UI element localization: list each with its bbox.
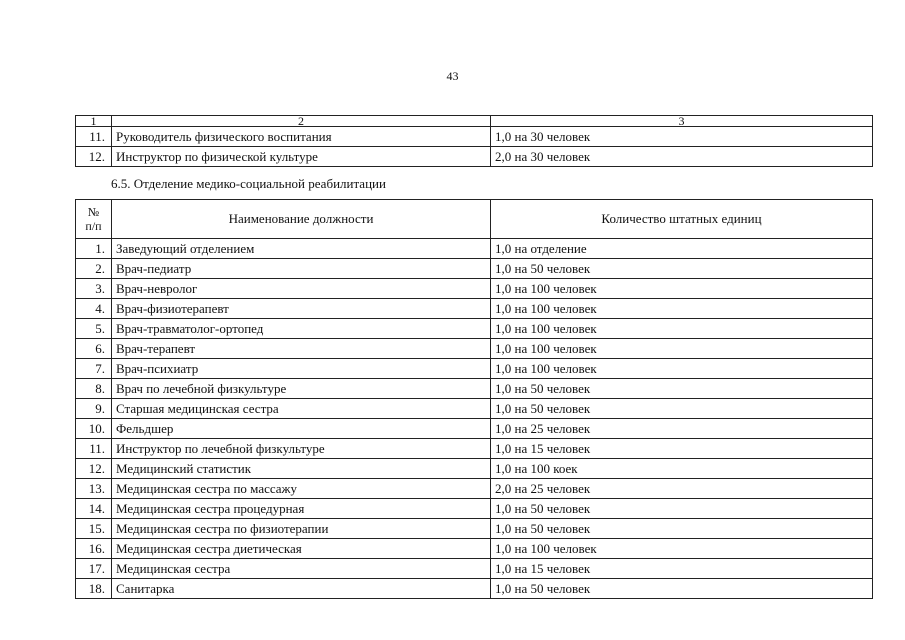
- staff-units: 1,0 на 30 человек: [491, 127, 873, 147]
- staff-units: 1,0 на отделение: [491, 239, 873, 259]
- position-name: Врач по лечебной физкультуре: [112, 379, 491, 399]
- row-number: 15.: [76, 519, 112, 539]
- header-number-abbr: п/п: [85, 219, 102, 233]
- position-name: Руководитель физического воспитания: [112, 127, 491, 147]
- position-name: Врач-терапевт: [112, 339, 491, 359]
- row-number: 6.: [76, 339, 112, 359]
- position-name: Заведующий отделением: [112, 239, 491, 259]
- table-row: [76, 459, 873, 479]
- continued-staff-table: [75, 115, 873, 167]
- position-name: Медицинская сестра процедурная: [112, 499, 491, 519]
- position-name: Врач-физиотерапевт: [112, 299, 491, 319]
- staff-units: 1,0 на 50 человек: [491, 499, 873, 519]
- table-row: [76, 339, 873, 359]
- staff-units: 1,0 на 100 человек: [491, 539, 873, 559]
- position-name: Врач-невролог: [112, 279, 491, 299]
- staff-units: 1,0 на 50 человек: [491, 379, 873, 399]
- row-number: 5.: [76, 319, 112, 339]
- table-row: [76, 579, 873, 599]
- column-number-2: 2: [112, 116, 491, 127]
- column-number-row: [76, 116, 873, 127]
- header-staff-units: Количество штатных единиц: [491, 200, 873, 239]
- table-row: [76, 359, 873, 379]
- table-row: [76, 559, 873, 579]
- row-number: 16.: [76, 539, 112, 559]
- table-row: [76, 239, 873, 259]
- table-row: [76, 279, 873, 299]
- staff-units: 1,0 на 50 человек: [491, 399, 873, 419]
- position-name: Старшая медицинская сестра: [112, 399, 491, 419]
- position-name: Фельдшер: [112, 419, 491, 439]
- staff-units: 1,0 на 50 человек: [491, 259, 873, 279]
- column-number-3: 3: [491, 116, 873, 127]
- position-name: Медицинская сестра по массажу: [112, 479, 491, 499]
- header-number-symbol: №: [87, 205, 100, 219]
- staff-units: 1,0 на 15 человек: [491, 439, 873, 459]
- staff-units: 1,0 на 25 человек: [491, 419, 873, 439]
- row-number: 12.: [76, 147, 112, 167]
- position-name: Врач-педиатр: [112, 259, 491, 279]
- table-row: [76, 299, 873, 319]
- header-position-name: Наименование должности: [112, 200, 491, 239]
- row-number: 7.: [76, 359, 112, 379]
- row-number: 4.: [76, 299, 112, 319]
- table-row: [76, 379, 873, 399]
- page-number: 43: [446, 69, 459, 83]
- row-number: 2.: [76, 259, 112, 279]
- table-row: [76, 419, 873, 439]
- table-row: [76, 127, 873, 147]
- column-number-1: 1: [76, 116, 112, 127]
- staff-units: 1,0 на 50 человек: [491, 579, 873, 599]
- table-row: [76, 147, 873, 167]
- position-name: Медицинский статистик: [112, 459, 491, 479]
- staff-units: 1,0 на 100 человек: [491, 319, 873, 339]
- position-name: Медицинская сестра по физиотерапии: [112, 519, 491, 539]
- staff-units: 1,0 на 100 человек: [491, 299, 873, 319]
- staff-units: 2,0 на 30 человек: [491, 147, 873, 167]
- row-number: 12.: [76, 459, 112, 479]
- staff-units: 1,0 на 100 человек: [491, 339, 873, 359]
- staff-units: 1,0 на 100 человек: [491, 279, 873, 299]
- row-number: 11.: [76, 127, 112, 147]
- position-name: Медицинская сестра диетическая: [112, 539, 491, 559]
- position-name: Санитарка: [112, 579, 491, 599]
- row-number: 8.: [76, 379, 112, 399]
- table-row: [76, 479, 873, 499]
- staff-units: 1,0 на 15 человек: [491, 559, 873, 579]
- row-number: 10.: [76, 419, 112, 439]
- row-number: 11.: [76, 439, 112, 459]
- row-number: 18.: [76, 579, 112, 599]
- table-row: [76, 319, 873, 339]
- table-row: [76, 259, 873, 279]
- row-number: 9.: [76, 399, 112, 419]
- staff-units: 1,0 на 100 коек: [491, 459, 873, 479]
- staff-units: 1,0 на 50 человек: [491, 519, 873, 539]
- section-heading: 6.5. Отделение медико-социальной реабилитации: [111, 176, 386, 191]
- staff-table: [75, 199, 873, 599]
- row-number: 3.: [76, 279, 112, 299]
- table-row: [76, 439, 873, 459]
- position-name: Инструктор по лечебной физкультуре: [112, 439, 491, 459]
- position-name: Медицинская сестра: [112, 559, 491, 579]
- position-name: Врач-травматолог-ортопед: [112, 319, 491, 339]
- table-row: [76, 399, 873, 419]
- position-name: Инструктор по физической культуре: [112, 147, 491, 167]
- row-number: 13.: [76, 479, 112, 499]
- table-header-row: [76, 200, 873, 239]
- row-number: 14.: [76, 499, 112, 519]
- table-row: [76, 539, 873, 559]
- row-number: 17.: [76, 559, 112, 579]
- staff-units: 2,0 на 25 человек: [491, 479, 873, 499]
- header-number: [76, 200, 112, 239]
- table-row: [76, 499, 873, 519]
- row-number: 1.: [76, 239, 112, 259]
- staff-units: 1,0 на 100 человек: [491, 359, 873, 379]
- position-name: Врач-психиатр: [112, 359, 491, 379]
- table-row: [76, 519, 873, 539]
